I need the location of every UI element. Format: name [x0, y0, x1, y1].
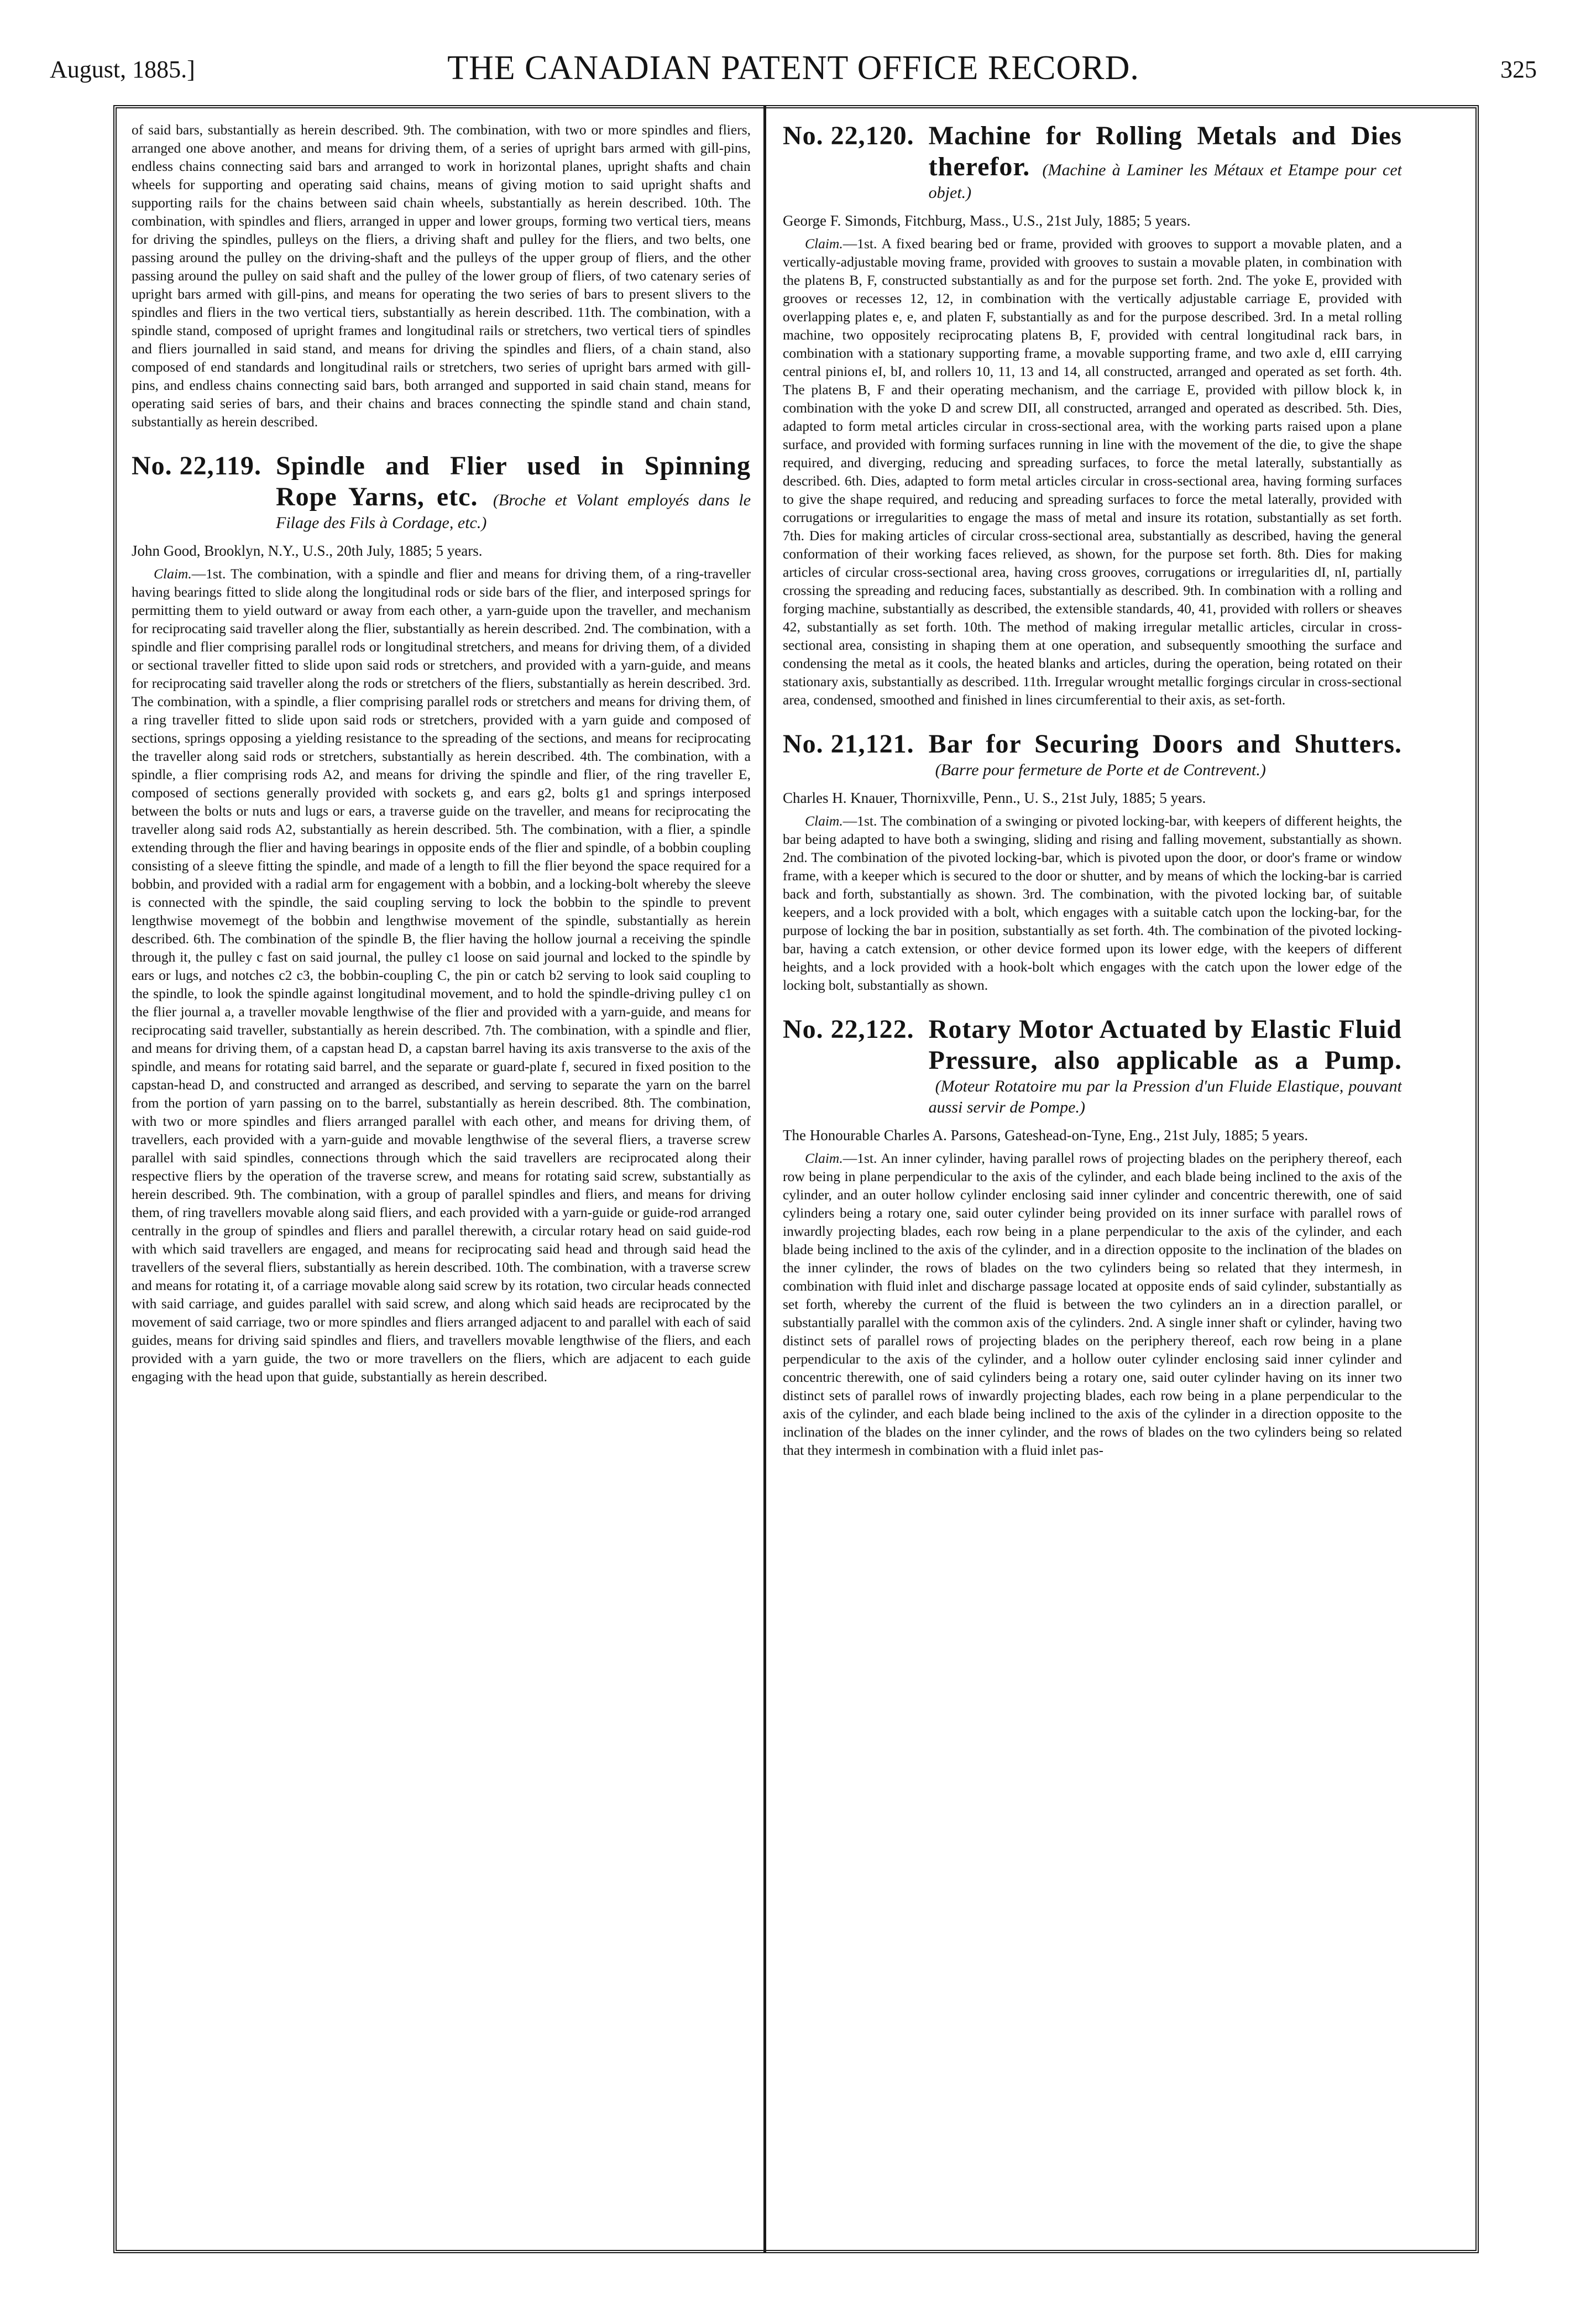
- header-page-number: 325: [1500, 56, 1537, 83]
- patent-title: Spindle and Flier used in Spinning Rope Yarns, etc.: [276, 451, 751, 511]
- claim-text: —1st. The combination of a swinging or pivoted locking-bar, with keepers of different heights, the bar being adapted to have both a swinging, sliding and rising and falling movement, substantially as shown. 2nd. The combination of the pivoted locking-bar, which is pivoted upon the door, or door's frame or window frame, with a keeper which is secured to the door or shutter, and by means of which the locking-bar is carried back and forth, substantially as shown. 3rd. The combination, with the pivoted locking bar, of suitable keepers, and a lock provided with a bolt, which engages with a suitable catch upon the locking-bar, for the purpose of locking the bar in position, substantially as set forth. 4th. The combination of the pivoted locking-bar, having a catch extension, or other device formed upon its lower edge, with the keepers of different heights, and a lock provided with a hook-bolt which engages with the catch upon the lower edge of the locking bolt, substantially as shown.: [783, 813, 1402, 993]
- patent-french-title: (Moteur Rotatoire mu par la Pression d'un Fluide Elastique, pouvant aussi servir de Pompe.): [928, 1077, 1402, 1116]
- patent-entry-21121: [783, 729, 1402, 994]
- page-header: [50, 48, 1537, 92]
- patent-title: Rotary Motor Actuated by Elastic Fluid Pressure, also applicable as a Pump.: [928, 1015, 1402, 1075]
- header-title: THE CANADIAN PATENT OFFICE RECORD.: [447, 49, 1139, 87]
- claim-label: Claim.: [805, 1150, 843, 1166]
- claim-text: —1st. The combination, with a spindle and flier and means for driving them, of a ring-traveller having bearings fitted to slide along the longitudinal rods or side bars of the flier, and interposed springs for permitting them to yield outward or away from each other, a yarn-guide upon the traveller, and mechanism for reciprocating said traveller along the flier, substantially as herein described. 2nd. The combination, with a spindle and flier comprising parallel rods or longitudinal stretchers, and means for driving them, of a divided or sectional traveller fitted to slide upon said rods or stretchers, and provided with a yarn-guide, and means for reciprocating said traveller along the rods or stretchers of the fliers, substantially as herein described. 3rd. The combination, with a spindle, a flier comprising parallel rods or stretchers and means for driving them, of a ring traveller fitted to slide upon said rods or stretchers, provided with a yarn guide and composed of sections, springs opposing a yielding resistance to the spreading of the sections, and means for reciprocating the traveller along said rods or stretchers, substantially as herein described. 4th. The combination, with a spindle, a flier comprising rods A2, and means for driving the spindle and flier, of the ring traveller E, composed of sections generally provided with sockets g, and ears g2, bolts g1 and springs interposed between the bolts or nuts and lugs or ears, a traverse guide on the traveller, and means for reciprocating the traveller along said rods A2, substantially as herein described. 5th. The combination, with a flier, a spindle extending through the flier and having bearings in opposite ends of the flier and spindle, of a bobbin coupling consisting of a sleeve fitting the spindle, and made of a length to fill the flier beyond the space required for a bobbin, and provided with a radial arm for engagement with a bobbin, and a locking-bolt whereby the sleeve is connected with the spindle, the said coupling serving to lock the bobbin to the spindle to prevent lengthwise movemegt of the bobbin and lengthwise movement of the spindle, substantially as herein described. 6th. The combination of the spindle B, the flier having the hollow journal a receiving the spindle through it, the pulley c fast on said journal, the pulley c1 loose on said journal and locked to the spindle by ears or lugs, and notches c2 c3, the bobbin-coupling C, the pin or catch b2 serving to look said coupling to the spindle, to look the spindle against longitudinal movement, and to hold the spindle-driving pulley c1 on the flier journal a, a traveller movable lengthwise of the flier and provided with a yarn-guide, and means for reciprocating said traveller, substantially as herein described. 7th. The combination, with a spindle and flier, and means for driving them, of a capstan head D, a capstan barrel having its axis transverse to the axis of the spindle, and means for rotating said barrel, and the separate or guard-plate f, secured in fixed position to the capstan-head D, and constructed and arranged as described, and serving to separate the yarn on the barrel from the portion of yarn passing on to the barrel, substantially as herein described. 8th. The combination, with two or more spindles and fliers arranged parallel with each other, and means for driving them, of travellers, each provided with a yarn-guide and movable lengthwise of the several fliers, a traverse screw parallel with said spindles, connections through which the said travellers are reciprocated along their respective fliers by the operation of the traverse screw, and means for rotating said screw, substantially as herein described. 9th. The combination, with a group of parallel spindles and fliers, and means for driving them, of ring travellers movable along said fliers, and each provided with a yarn-guide or guide-rod arranged centrally in the group of spindles and fliers and parallel therewith, a circular rotary head on said guide-rod with which said travellers are engaged, and means for reciprocating said head and through said head the travellers of the several fliers, substantially as herein described. 10th. The combination, with a traverse screw and means for rotating it, of a carriage movable along said screw by its rotation, two circular heads connected with said carriage, and guides parallel with said screw, and along which said heads are reciprocated by the movement of said carriage, two or more spindles and fliers arranged adjacent to and parallel with each of said guides, means for driving said spindles and fliers, and travellers movable lengthwise of the fliers, and each provided with a yarn guide, the two or more travellers on the fliers, which are adjacent to each guide engaging with the head upon that guide, substantially as herein described.: [132, 566, 751, 1385]
- patent-number: No. 22,120.: [783, 121, 914, 150]
- patent-entry-22122: [783, 1014, 1402, 1459]
- patent-french-title: (Broche et Volant employés dans le Filage des Fils à Cordage, etc.): [276, 491, 751, 532]
- claim-text: —1st. A fixed bearing bed or frame, provided with grooves to support a movable platen, and a vertically-adjustable moving frame, provided with grooves to sustain a movable platen, in combination with the platens B, F, constructed substantially as and for the purpose set forth. 2nd. The yoke E, provided with grooves or recesses 12, 12, in combination with the vertically adjustable carriage E, provided with overlapping plates e, e, and platen F, substantially as and for the purpose described. 3rd. In a metal rolling machine, two oppositely reciprocating platens B, F, provided with central longitudinal rack bars, in combination with a stationary supporting frame, a movable supporting frame, and two axle d, eIII carrying central pinions eI, bI, and rollers 10, 11, 13 and 14, all constructed, arranged and operated as set forth. 4th. The platens B, F and their operating mechanism, and the carriage E, provided with pillow block k, in combination with the yoke D and screw DII, all constructed, arranged and operated as described. 5th. Dies, adapted to form metal articles circular in cross-sectional area, with the working parts raised upon a plane surface, and provided with forming surfaces running in line with the movement of the die, to give the shape required, and diverging, reducing and spreading surfaces, to force the metal laterally, substantially as described. 6th. Dies, adapted to form metal articles circular in cross-sectional area, having forming surfaces to give the shape required, and reducing and spreading surfaces to force the metal laterally, provided with corrugations or irregularities to engage the mass of metal and insure its rotation, substantially as set forth. 7th. Dies for making articles of circular cross-sectional area, substantially as described, having the general conformation of their working faces relieved, as shown, for the purpose set forth. 8th. Dies for making articles of circular cross-sectional area, having cross grooves, corrugations or irregularities dI, nI, partially crossing the spreading and reducing faces, substantially as described. 9th. In combination with a rolling and forging machine, substantially as described, the extensible standards, 40, 41, provided with rollers or sheaves 42, substantially as set forth. 10th. The method of making irregular metallic articles, circular in cross-sectional area, consisting in shaping them at one operation, and subsequently smoothing the surface and condensing the metal as it cools, the heated blanks and articles, during the operation, being rotated on their stationary axis, substantially as described. 11th. Irregular wrought metallic forgings circular in cross-sectional area, condensed, smoothed and finished in lines circumferential to their axis, as set-forth.: [783, 236, 1402, 708]
- patent-french-title: (Machine à Laminer les Métaux et Etampe pour cet objet.): [928, 161, 1402, 202]
- patent-inventor: John Good, Brooklyn, N.Y., U.S., 20th July, 1885; 5 years.: [132, 542, 483, 559]
- patent-inventor: George F. Simonds, Fitchburg, Mass., U.S., 21st July, 1885; 5 years.: [783, 212, 1191, 229]
- claim-label: Claim.: [805, 813, 843, 829]
- patent-inventor: Charles H. Knauer, Thornixville, Penn., U. S., 21st July, 1885; 5 years.: [783, 790, 1206, 806]
- patent-title: Machine for Rolling Metals and Dies therefor.: [928, 121, 1402, 181]
- entry-heading: [783, 1014, 1402, 1118]
- left-column: [132, 121, 751, 2241]
- patent-number: No. 22,122.: [783, 1015, 914, 1044]
- right-column: [783, 121, 1402, 2241]
- patent-title: Bar for Securing Doors and Shutters.: [928, 729, 1402, 759]
- patent-french-title: (Barre pour fermeture de Porte et de Contrevent.): [935, 761, 1266, 779]
- entry-heading: [132, 451, 751, 534]
- entry-heading: [783, 729, 1402, 781]
- claim-text: —1st. An inner cylinder, having parallel rows of projecting blades on the periphery thereof, each row being in plane perpendicular to the axis of the cylinder, and each blade being inclined to the axis of the cylinder, and an outer hollow cylinder enclosing said inner cylinder and concentric therewith, one of said cylinders being a rotary one, said outer cylinder being provided on its inner surface with parallel rows of inwardly projecting blades, each row being in a plane perpendicular to the axis of the cylinder, and each blade being inclined to the axis of the cylinder, and in a direction opposite to the inclination of the blades on the inner cylinder, the rows of blades on the two cylinders being so related that they intermesh, in combination with fluid inlet and discharge passage located at opposite ends of said cylinder, substantially as set forth, whereby the current of the fluid is between the two cylinders an in a direction parallel, or substantially parallel with the common axis of the cylinders. 2nd. A single inner shaft or cylinder, having two distinct sets of parallel rows of projecting blades on the periphery thereof, each row being in a plane perpendicular to the axis of the cylinder, and a hollow outer cylinder enclosing said inner cylinder and concentric therewith, one of said cylinders being a rotary one, said outer cylinder having on its inner two distinct sets of parallel rows of inwardly projecting blades, each row being in a plane perpendicular to the axis of the cylinder, and each blade being inclined to the axis of the cylinder in a direction opposite to the inclination of the blades on the inner cylinder, and the rows of blades on the two cylinders being so related that they intermesh in combination with a fluid inlet pas-: [783, 1150, 1402, 1458]
- entry-heading: [783, 121, 1402, 203]
- claim-label: Claim.: [154, 566, 192, 582]
- column-divider: [763, 105, 766, 2253]
- patent-claim: [783, 234, 1402, 709]
- patent-claim: [783, 1149, 1402, 1459]
- patent-claim: [132, 565, 751, 1386]
- patent-entry-22119: [132, 451, 751, 1386]
- patent-number: No. 22,119.: [132, 451, 262, 481]
- patent-inventor: The Honourable Charles A. Parsons, Gateshead-on-Tyne, Eng., 21st July, 1885; 5 years.: [783, 1127, 1309, 1143]
- continued-claim-text: of said bars, substantially as herein described. 9th. The combination, with two or more spindles and fliers, arranged one above another, and means for driving them, of a series of upright bars armed with gill-pins, endless chains connecting said bars and arranged to work in horizontal planes, upright shafts and chain wheels for supporting and operating said chains, means of giving motion to said upright shafts and supporting rails for the chains between said chain wheels, substantially as herein described. 10th. The combination, with spindles and fliers, arranged in upper and lower groups, forming two vertical tiers, means for driving the spindles, pulleys on the fliers, a driving shaft and pulley for the fliers, and two belts, one passing around the pulley on the driving-shaft and the pulleys of the upper group of fliers, and the other passing around the pulley on said shaft and the pulley of the lower group of fliers, of two catenary series of upright bars armed with gill-pins, and means for operating the two series of bars to present slivers to the spindles and fliers in the two vertical tiers, substantially as herein described. 11th. The combination, with a spindle stand, composed of upright frames and longitudinal rails or stretchers, two vertical tiers of spindles and fliers journalled in said stand, and means for driving the spindles and fliers, of a chain stand, also composed of end standards and longitudinal rails or stretchers, two series of upright bars armed with gill-pins, and endless chains connecting said bars, both arranged and supported in said chain stand, means for operating said series of bars, and their chains and braces connecting the spindle stand and chain stand, substantially as herein described.: [132, 122, 751, 430]
- patent-entry-22120: [783, 121, 1402, 709]
- patent-number: No. 21,121.: [783, 729, 914, 759]
- patent-claim: [783, 812, 1402, 994]
- claim-label: Claim.: [805, 236, 843, 252]
- header-date: August, 1885.]: [50, 56, 195, 83]
